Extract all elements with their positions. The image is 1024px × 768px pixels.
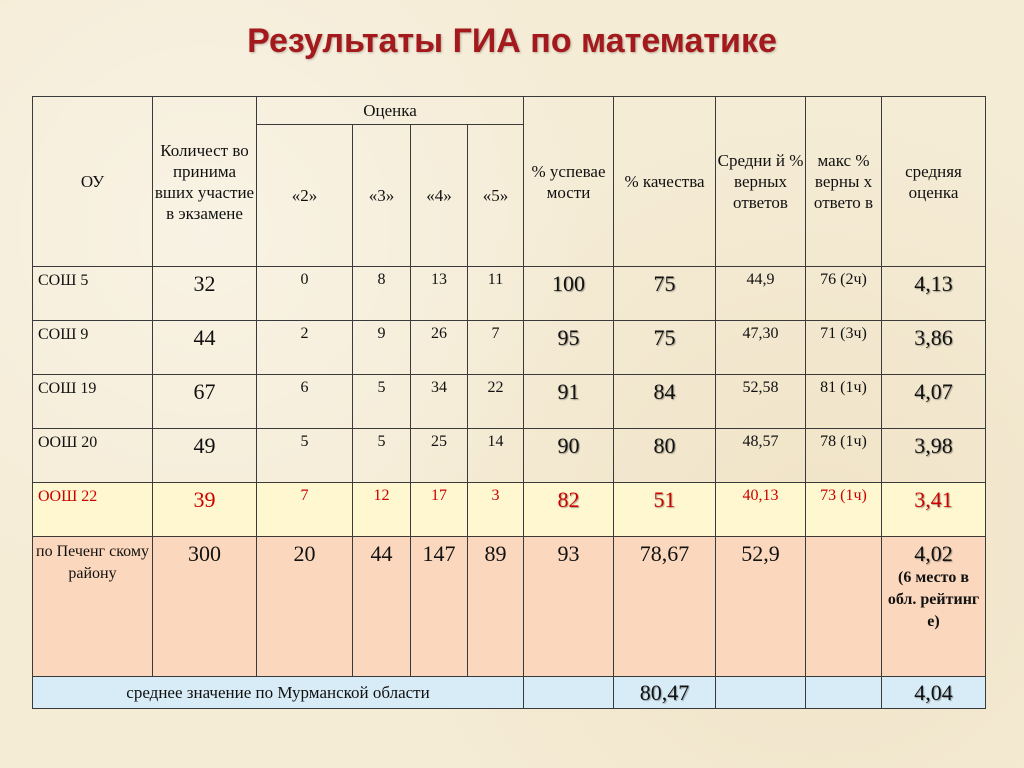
header-quality: % качества	[614, 97, 716, 267]
region-avg-grade: 4,04	[882, 677, 986, 709]
quality-cell: 75	[614, 321, 716, 375]
total-grade2: 20	[257, 537, 353, 677]
header-avg-grade: средняя оценка	[882, 97, 986, 267]
results-table	[32, 96, 986, 709]
total-avg-grade-cell	[882, 537, 986, 677]
header-count: Количест во принима вших участие в экзамене	[153, 97, 257, 267]
success-cell: 95	[524, 321, 614, 375]
avg-pct-cell: 47,30	[716, 321, 806, 375]
grade2-cell: 2	[257, 321, 353, 375]
avg-grade-cell: 4,07	[882, 375, 986, 429]
grade2-cell: 6	[257, 375, 353, 429]
max-pct-cell: 78 (1ч)	[806, 429, 882, 483]
grade5-cell: 14	[468, 429, 524, 483]
region-quality: 80,47	[614, 677, 716, 709]
count-cell: 49	[153, 429, 257, 483]
school-name: СОШ 19	[33, 375, 153, 429]
avg-grade-cell: 4,13	[882, 267, 986, 321]
region-success	[524, 677, 614, 709]
grade5-cell: 7	[468, 321, 524, 375]
quality-cell: 51	[614, 483, 716, 537]
avg-pct-cell: 52,58	[716, 375, 806, 429]
count-cell: 39	[153, 483, 257, 537]
grade4-cell: 17	[411, 483, 468, 537]
region-max-pct	[806, 677, 882, 709]
grade4-cell: 26	[411, 321, 468, 375]
header-grade-2: «2»	[257, 125, 353, 267]
grade3-cell: 5	[353, 375, 411, 429]
table-row	[33, 321, 986, 375]
school-name: ООШ 20	[33, 429, 153, 483]
grade5-cell: 22	[468, 375, 524, 429]
grade3-cell: 5	[353, 429, 411, 483]
total-row	[33, 537, 986, 677]
grade5-cell: 11	[468, 267, 524, 321]
school-name: СОШ 5	[33, 267, 153, 321]
grade2-cell: 5	[257, 429, 353, 483]
header-grade-4: «4»	[411, 125, 468, 267]
avg-pct-cell: 40,13	[716, 483, 806, 537]
grade4-cell: 13	[411, 267, 468, 321]
table-row	[33, 375, 986, 429]
quality-cell: 75	[614, 267, 716, 321]
grade5-cell: 3	[468, 483, 524, 537]
success-cell: 100	[524, 267, 614, 321]
total-grade3: 44	[353, 537, 411, 677]
max-pct-cell: 76 (2ч)	[806, 267, 882, 321]
header-grade-5: «5»	[468, 125, 524, 267]
total-quality: 78,67	[614, 537, 716, 677]
count-cell: 32	[153, 267, 257, 321]
region-avg-pct	[716, 677, 806, 709]
header-grade-3: «3»	[353, 125, 411, 267]
total-success: 93	[524, 537, 614, 677]
avg-grade-cell: 3,98	[882, 429, 986, 483]
max-pct-cell: 71 (3ч)	[806, 321, 882, 375]
school-name: СОШ 9	[33, 321, 153, 375]
grade4-cell: 34	[411, 375, 468, 429]
header-row	[33, 97, 986, 125]
total-name: по Печенг скому району	[33, 537, 153, 677]
grade4-cell: 25	[411, 429, 468, 483]
header-max-pct: макс % верны х ответо в	[806, 97, 882, 267]
count-cell: 44	[153, 321, 257, 375]
total-max-pct	[806, 537, 882, 677]
region-row	[33, 677, 986, 709]
header-ou: ОУ	[33, 97, 153, 267]
count-cell: 67	[153, 375, 257, 429]
avg-grade-cell: 3,41	[882, 483, 986, 537]
table-row	[33, 267, 986, 321]
success-cell: 90	[524, 429, 614, 483]
header-grade-group: Оценка	[257, 97, 524, 125]
max-pct-cell: 81 (1ч)	[806, 375, 882, 429]
quality-cell: 80	[614, 429, 716, 483]
quality-cell: 84	[614, 375, 716, 429]
avg-grade-cell: 3,86	[882, 321, 986, 375]
total-grade4: 147	[411, 537, 468, 677]
header-avg-pct: Средни й % верных ответов	[716, 97, 806, 267]
grade3-cell: 8	[353, 267, 411, 321]
table-row-highlighted	[33, 483, 986, 537]
success-cell: 91	[524, 375, 614, 429]
header-success: % успевае мости	[524, 97, 614, 267]
total-avg-pct: 52,9	[716, 537, 806, 677]
success-cell: 82	[524, 483, 614, 537]
avg-pct-cell: 44,9	[716, 267, 806, 321]
school-name: ООШ 22	[33, 483, 153, 537]
total-avg-grade: 4,02	[914, 541, 953, 566]
page-title: Результаты ГИА по математике	[247, 22, 777, 60]
grade2-cell: 7	[257, 483, 353, 537]
avg-pct-cell: 48,57	[716, 429, 806, 483]
grade3-cell: 12	[353, 483, 411, 537]
grade2-cell: 0	[257, 267, 353, 321]
max-pct-cell: 73 (1ч)	[806, 483, 882, 537]
region-label: среднее значение по Мурманской области	[33, 677, 524, 709]
total-rating-note: (6 место в обл. рейтинг е)	[887, 569, 980, 630]
total-grade5: 89	[468, 537, 524, 677]
total-count: 300	[153, 537, 257, 677]
table-row	[33, 429, 986, 483]
grade3-cell: 9	[353, 321, 411, 375]
